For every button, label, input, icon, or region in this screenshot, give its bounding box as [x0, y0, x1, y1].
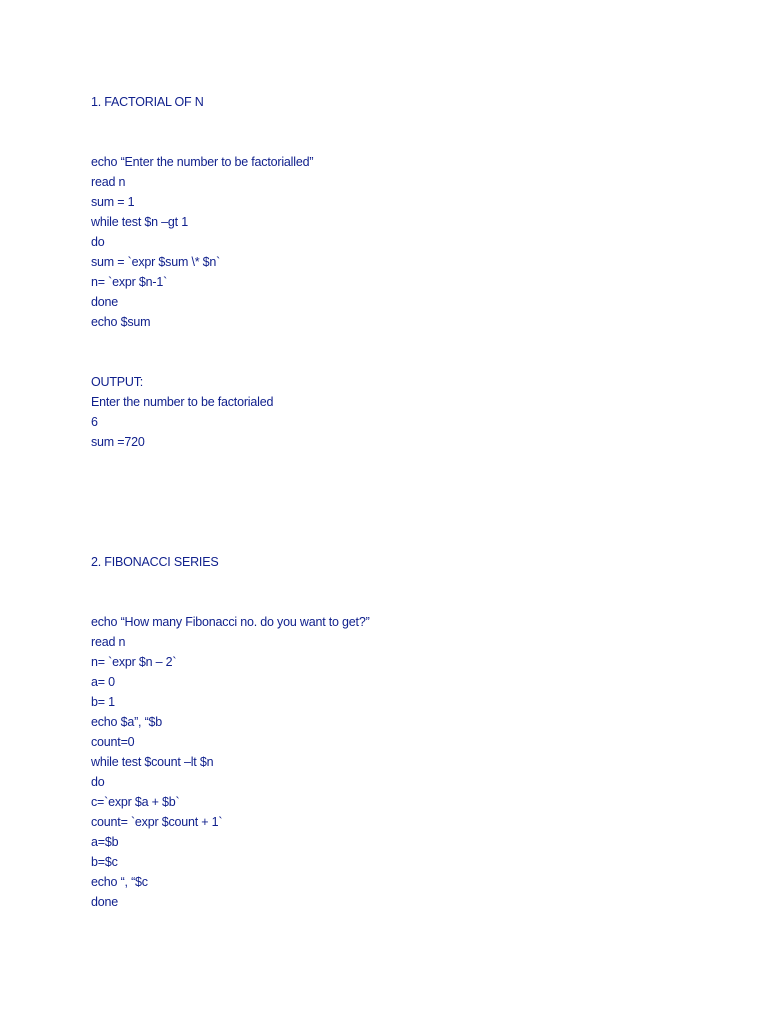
code-line: do	[91, 235, 105, 249]
output-label: OUTPUT:	[91, 375, 144, 389]
code-line: while test $n –gt 1	[91, 215, 188, 229]
output-line: sum =720	[91, 435, 145, 449]
output-line: 6	[91, 415, 98, 429]
code-line: read n	[91, 635, 126, 649]
code-line: n= `expr $n – 2`	[91, 655, 177, 669]
code-line: a=$b	[91, 835, 119, 849]
code-line: count=0	[91, 735, 135, 749]
code-line: count= `expr $count + 1`	[91, 815, 223, 829]
code-line: done	[91, 295, 119, 309]
code-line: read n	[91, 175, 126, 189]
code-line: c=`expr $a + $b`	[91, 795, 180, 809]
code-line: while test $count –lt $n	[91, 755, 214, 769]
code-line: sum = 1	[91, 195, 135, 209]
code-line: echo $sum	[91, 315, 151, 329]
code-line: done	[91, 895, 119, 909]
code-line: b= 1	[91, 695, 115, 709]
code-line: echo $a”, “$b	[91, 715, 163, 729]
code-line: do	[91, 775, 105, 789]
section-title-fibonacci: 2. FIBONACCI SERIES	[91, 555, 219, 569]
code-line: sum = `expr $sum \* $n`	[91, 255, 221, 269]
code-line: n= `expr $n-1`	[91, 275, 168, 289]
code-line: echo “How many Fibonacci no. do you want to get?”	[91, 615, 370, 629]
output-line: Enter the number to be factorialed	[91, 395, 274, 409]
code-line: a= 0	[91, 675, 115, 689]
code-line: echo “Enter the number to be factorialled”	[91, 155, 314, 169]
section-title-factorial: 1. FACTORIAL OF N	[91, 95, 204, 109]
code-line: echo “, “$c	[91, 875, 148, 889]
code-line: b=$c	[91, 855, 118, 869]
